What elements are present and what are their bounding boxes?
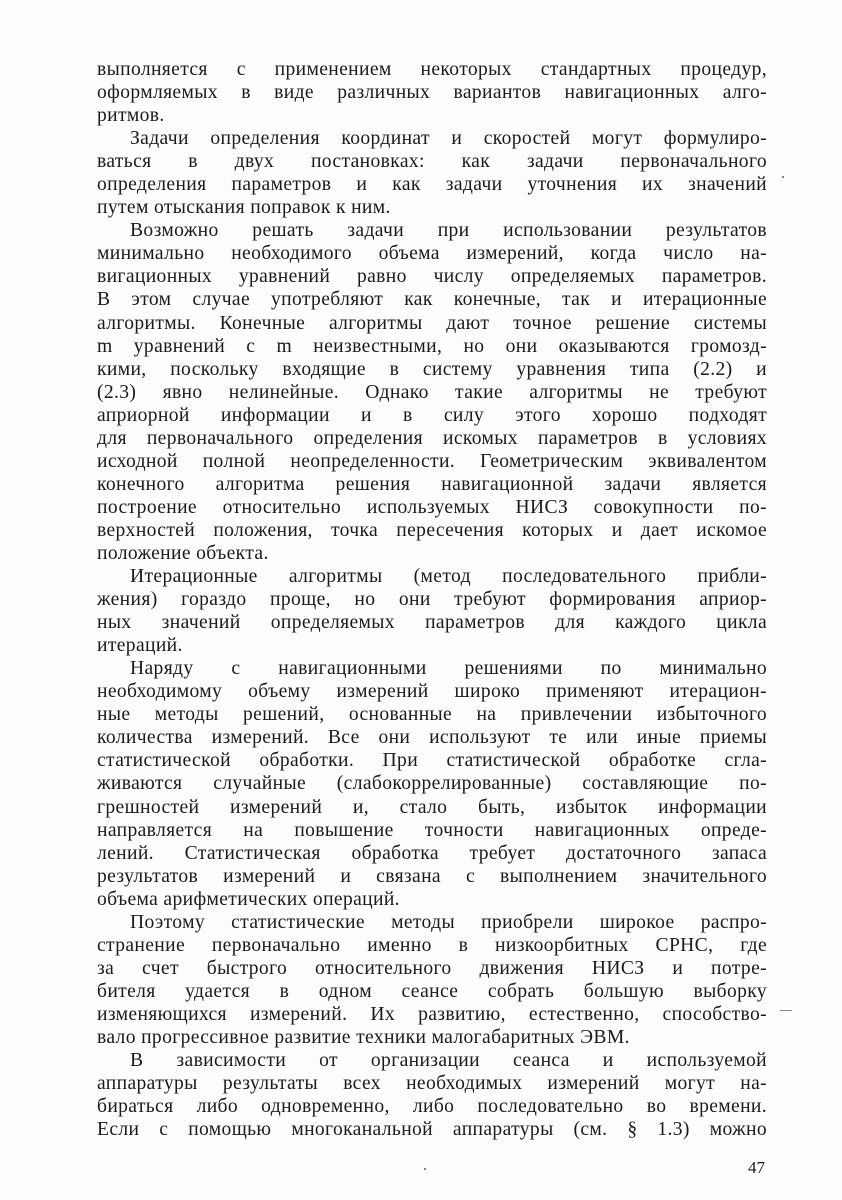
text-line: путем отыскания поправок к ним. — [97, 197, 391, 219]
text-line: выполняется с применением некоторых стандартных процедур, — [97, 59, 767, 80]
text-line: алгоритмы. Конечные алгоритмы дают точное решение системы — [97, 312, 767, 334]
text-line: априорной информации и в силу этого хорошо подходят — [97, 404, 767, 426]
text-line: Итерационные алгоритмы (метод последовательного прибли- — [130, 566, 767, 588]
text-line: кими, поскольку входящие в систему уравнения типа (2.2) и — [97, 358, 767, 380]
text-line: изменяющихся измерений. Их развитию, естественно, способство- — [97, 1003, 767, 1025]
text-line: Возможно решать задачи при использовании результатов — [130, 220, 767, 242]
text-line: Если с помощью многоканальной аппаратуры (см. § 1.3) можно — [97, 1119, 767, 1141]
text-line: (2.3) явно нелинейные. Однако такие алгоритмы не требуют — [97, 381, 767, 403]
text-line: Наряду с навигационными решениями по минимально — [130, 658, 767, 680]
text-line: построение относительно используемых НИСЗ совокупности по- — [97, 496, 767, 518]
text-line: лений. Статистическая обработка требует достаточного запаса — [97, 842, 767, 864]
text-line: статистической обработки. При статистической обработке сгла- — [97, 750, 767, 772]
text-line: живаются случайные (слабокоррелированные) составляющие по- — [97, 773, 767, 795]
text-line: Поэтому статистические методы приобрели широкое распро- — [130, 911, 767, 933]
text-line: за счет быстрого относительного движения НИСЗ и потре- — [97, 957, 767, 979]
text-line: Задачи определения координат и скоростей могут формулиро- — [130, 128, 767, 150]
text-line: определения параметров и как задачи уточнения их значений — [97, 174, 767, 196]
text-line: В зависимости от организации сеанса и используемой — [130, 1050, 767, 1072]
text-line: странение первоначально именно в низкоорбитных СРНС, где — [97, 934, 767, 956]
text-line: ные методы решений, основанные на привлечении избыточного — [97, 704, 767, 726]
text-line: конечного алгоритма решения навигационной задачи является — [97, 473, 767, 495]
text-line: необходимому объему измерений широко применяют итерацион- — [97, 681, 767, 703]
text-line: результатов измерений и связана с выполнением значительного — [97, 865, 767, 887]
page-number: 47 — [748, 1158, 765, 1177]
text-line: бителя удается в одном сеансе собрать большую выборку — [97, 980, 767, 1002]
text-line: оформляемых в виде различных вариантов навигационных алго- — [97, 82, 767, 104]
text-line: исходной полной неопределенности. Геометрическим эквивалентом — [97, 450, 767, 472]
text-line: грешностей измерений и, стало быть, избыток информации — [97, 796, 767, 818]
text-line: итераций. — [97, 635, 183, 657]
body-text — [97, 58, 767, 1141]
text-line: ных значений определяемых параметров для каждого цикла — [97, 612, 767, 634]
text-line: количества измерений. Все они используют те или иные приемы — [97, 727, 767, 749]
text-line: минимально необходимого объема измерений, когда число на- — [97, 243, 767, 265]
text-line: ваться в двух постановках: как задачи первоначального — [97, 151, 767, 173]
text-line: аппаратуры результаты всех необходимых измерений могут на- — [97, 1073, 767, 1095]
text-line: вало прогрессивное развитие техники малогабаритных ЭВМ. — [97, 1026, 630, 1048]
scan-speck — [424, 1168, 426, 1170]
text-line: направляется на повышение точности навигационных опреде- — [97, 819, 767, 841]
text-line: жения) гораздо проще, но они требуют формирования априор- — [97, 589, 767, 611]
text-line: положение объекта. — [97, 542, 269, 564]
text-line: В этом случае употребляют как конечные, так и итерационные — [97, 289, 767, 311]
text-line: объема арифметических операций. — [97, 888, 400, 910]
scan-speck — [782, 176, 784, 178]
text-line: бираться либо одновременно, либо последовательно во времени. — [97, 1096, 767, 1118]
text-line: m уравнений с m неизвестными, но они оказываются громозд- — [97, 335, 767, 357]
scan-speck — [780, 1010, 792, 1011]
text-line: вигационных уравнений равно числу определяемых параметров. — [97, 266, 767, 288]
text-line: верхностей положения, точка пересечения которых и дает искомое — [97, 519, 767, 541]
text-line: ритмов. — [97, 105, 165, 127]
text-line: для первоначального определения искомых параметров в условиях — [97, 427, 767, 449]
